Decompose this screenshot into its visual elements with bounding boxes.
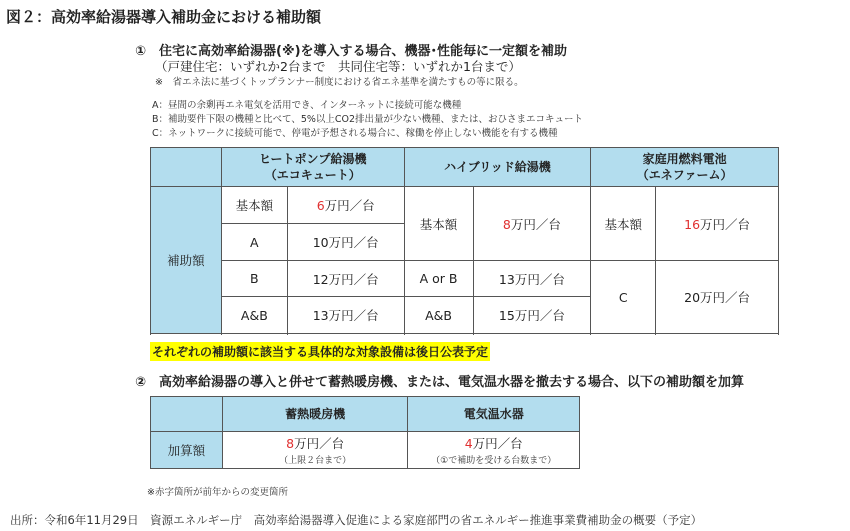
amount-value: 20 <box>684 290 701 305</box>
amount-unit: 万円／台 <box>294 436 345 451</box>
row-label-additional: 加算額 <box>151 432 223 469</box>
amount-unit: 万円／台 <box>472 436 523 451</box>
water-heater-limit-note: （①で補助を受ける台数まで） <box>431 456 557 466</box>
water-heater-amount <box>408 432 580 469</box>
hybrid-type-ab: A&B <box>404 297 473 334</box>
col-header-hybrid: ハイブリッド給湯機 <box>404 148 591 187</box>
col-header-heatpump <box>221 148 404 187</box>
col-header-fuelcell <box>591 148 779 187</box>
fuelcell-name: 家庭用燃料電池 <box>642 152 727 166</box>
heatpump-amount-a <box>287 224 404 261</box>
table1-corner <box>151 148 222 187</box>
storage-heater-amount <box>222 432 408 469</box>
amount-unit: 万円／台 <box>510 216 561 232</box>
definition-a: A：昼間の余剰再エネ電気を活用でき、インターネットに接続可能な機種 <box>152 100 462 111</box>
amount-unit: 万円／台 <box>700 290 751 305</box>
heatpump-name: ヒートポンプ給湯機 <box>258 152 367 166</box>
amount-value: 15 <box>498 308 515 323</box>
section1-subheading: （戸建住宅：いずれか2台まで 共同住宅等：いずれか1台まで） <box>155 59 521 74</box>
fuelcell-type-basic: 基本額 <box>591 187 656 261</box>
heatpump-amount-ab <box>287 297 404 334</box>
fuelcell-amount-c <box>656 261 779 334</box>
fuelcell-type-c: C <box>591 261 656 334</box>
changes-note: ※赤字箇所が前年からの変更箇所 <box>147 487 288 498</box>
amount-value: 13 <box>498 271 515 287</box>
heatpump-type-a: A <box>221 224 287 261</box>
definitions-list <box>152 99 583 141</box>
changed-value: 16 <box>684 216 701 232</box>
source-citation: 出所：令和6年11月29日 資源エネルギー庁 高効率給湯器導入促進による家庭部門の省エネルギー推進事業費補助金の概要（予定） <box>10 513 703 527</box>
section1-heading: ① 住宅に高効率給湯器(※)を導入する場合、機器･性能毎に一定額を補助 <box>135 44 568 59</box>
amount-value: 12 <box>312 271 329 287</box>
fuelcell-amount-basic <box>656 187 779 261</box>
amount-value: 13 <box>312 308 329 323</box>
additional-amount-table <box>150 396 580 469</box>
hybrid-type-basic: 基本額 <box>404 187 473 261</box>
amount-unit: 万円／台 <box>324 198 375 213</box>
amount-unit: 万円／台 <box>514 271 565 287</box>
fuelcell-subname: （エネファーム） <box>636 168 733 182</box>
section1-note: ※ 省エネ法に基づくトップランナー制度における省エネ基準を満たすもの等に限る。 <box>155 77 524 88</box>
hybrid-type-aorb: A or B <box>404 261 473 297</box>
amount-unit: 万円／台 <box>700 216 751 232</box>
storage-heater-limit-note: （上限２台まで） <box>279 456 352 466</box>
col-header-storage-heater: 蓄熱暖房機 <box>222 397 408 432</box>
heatpump-type-b: B <box>221 261 287 297</box>
heatpump-amount-b <box>287 261 404 297</box>
section2-heading: ② 高効率給湯器の導入と併せて蓄熱暖房機、または、電気温水器を撤去する場合、以下の補助額を加算 <box>135 375 745 390</box>
heatpump-amount-basic <box>287 187 404 224</box>
subsidy-table <box>150 147 779 334</box>
changed-value: 6 <box>316 198 325 213</box>
heatpump-type-ab: A&B <box>221 297 287 334</box>
amount-unit: 万円／台 <box>328 308 379 323</box>
figure-title: 図２：高効率給湯器導入補助金における補助額 <box>6 8 322 26</box>
table2-corner <box>151 397 223 432</box>
hybrid-amount-ab <box>473 297 591 334</box>
amount-value: 10 <box>312 235 329 250</box>
amount-unit: 万円／台 <box>328 271 379 287</box>
changed-value: 8 <box>502 216 511 232</box>
heatpump-subname: （エコキュート） <box>264 168 361 182</box>
amount-unit: 万円／台 <box>328 235 379 250</box>
highlight-notice: それぞれの補助額に該当する具体的な対象設備は後日公表予定 <box>150 342 490 361</box>
definition-b: B：補助要件下限の機種と比べて、5%以上CO2排出量が少ない機種、または、おひさまエコキュート <box>152 114 584 125</box>
col-header-electric-water-heater: 電気温水器 <box>408 397 580 432</box>
changed-value: 4 <box>464 436 473 451</box>
amount-unit: 万円／台 <box>514 308 565 323</box>
hybrid-amount-basic <box>473 187 591 261</box>
hybrid-amount-aorb <box>473 261 591 297</box>
row-label-subsidy: 補助額 <box>151 187 222 334</box>
heatpump-type-basic: 基本額 <box>221 187 287 224</box>
changed-value: 8 <box>286 436 295 451</box>
definition-c: C：ネットワークに接続可能で、停電が予想される場合に、稼働を停止しない機能を有する機種 <box>152 128 558 139</box>
